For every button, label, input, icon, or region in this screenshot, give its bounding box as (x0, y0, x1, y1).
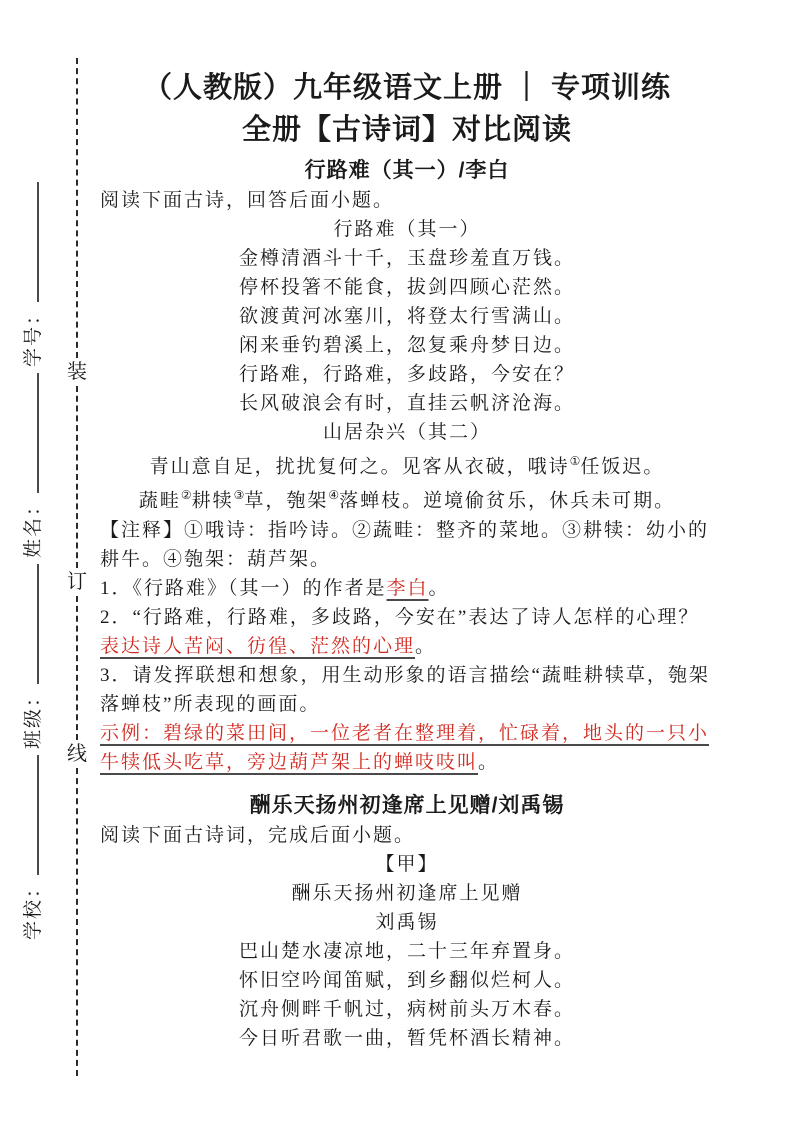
poem-line-text: 青山意自足，扰扰复何之。见客从衣破，哦诗 (149, 456, 570, 478)
student-field-school (18, 755, 45, 940)
note-ref-4: ④ (328, 488, 340, 503)
question-1 (100, 574, 714, 603)
page-subtitle: 全册【古诗词】对比阅读 (241, 114, 572, 146)
group-label-jia: 【甲】 (375, 853, 439, 875)
note-ref-1: ① (569, 454, 581, 468)
poem-line-text: 草，匏架 (244, 490, 329, 512)
section2-intro: 阅读下面古诗词，完成后面小题。 (100, 824, 416, 846)
section2-heading: 酬乐天扬州初逢席上见赠/刘禹锡 (249, 793, 565, 817)
student-number-field-blank (19, 182, 39, 302)
poem2-title: 山居杂兴（其二） (322, 422, 491, 443)
class-field-blank (19, 564, 39, 684)
worksheet-content (100, 70, 714, 1053)
question-1-text: 1．《行路难》（其一）的作者是 (100, 577, 387, 599)
section1-heading: 行路难（其一）/李白 (304, 159, 510, 182)
question-2: 2．“行路难，行路难，多歧路，今安在”表达了诗人怎样的心理？ (100, 606, 700, 628)
question-3-answer-line (100, 719, 714, 777)
question-3-answer: 示例：碧绿的菜田间，一位老者在整理着，忙碌着，地头的一只小牛犊低头吃草，旁边葫芦架上的蝉吱吱叫 (100, 722, 710, 773)
poem-line: 怀旧空吟闻笛赋，到乡翻似烂柯人。 (238, 969, 575, 991)
binding-char-zhuang: 装 (67, 361, 87, 383)
question-3: 3．请发挥联想和想象，用生动形象的语言描绘“蔬畦耕犊草，匏架落蝉枝”所表现的画面。 (100, 664, 710, 715)
note-ref-2: ② (180, 488, 192, 503)
poem-line (100, 481, 714, 515)
poem-notes: 【注释】①哦诗：指吟诗。②蔬畦：整齐的菜地。③耕犊：幼小的耕牛。④匏架：葫芦架。 (100, 519, 710, 570)
poem-line: 欲渡黄河冰塞川，将登太行雪满山。 (238, 306, 575, 327)
question-1-period: 。 (428, 577, 450, 599)
binding-dash-segment (76, 596, 78, 740)
binding-dash-segment (76, 386, 78, 568)
poem-line-text: 耕犊 (191, 490, 234, 512)
poem-line-text: 蔬畦 (138, 490, 181, 512)
poem-line (100, 447, 714, 481)
section1-intro: 阅读下面古诗，回答后面小题。 (100, 190, 395, 211)
school-field-blank (19, 755, 39, 875)
question-1-answer: 李白 (386, 577, 429, 599)
poem3-title: 酬乐天扬州初逢席上见赠 (291, 882, 523, 904)
question-2-period: 。 (415, 635, 437, 657)
poem-line: 停杯投箸不能食，拔剑四顾心茫然。 (238, 277, 575, 298)
student-info-strip (14, 170, 48, 950)
student-field-class (18, 564, 45, 749)
poem-line-text: 任饭迟。 (580, 456, 665, 478)
school-field-label: 学校： (22, 876, 44, 940)
question-2-answer: 表达诗人苦闷、彷徨、茫然的心理 (100, 635, 416, 657)
binding-dash-segment (76, 58, 78, 358)
binding-char-xian: 线 (67, 743, 87, 765)
question-2-answer-line (100, 632, 714, 661)
binding-char-ding: 订 (67, 571, 87, 593)
poem-line: 闲来垂钓碧溪上，忽复乘舟梦日边。 (238, 335, 575, 356)
class-field-label: 班级： (22, 685, 44, 749)
student-number-field-label: 学号： (22, 303, 44, 367)
note-ref-3: ③ (233, 488, 245, 503)
poem-line: 行路难，行路难，多歧路，今安在？ (238, 364, 575, 385)
student-field-name (18, 373, 45, 558)
poem-line: 金樽清酒斗十千，玉盘珍羞直万钱。 (238, 248, 575, 269)
question-3-period: 。 (478, 751, 500, 773)
binding-dash-segment (76, 768, 78, 1076)
name-field-label: 姓名： (22, 494, 44, 558)
poem3-author: 刘禹锡 (375, 911, 439, 933)
name-field-blank (19, 373, 39, 493)
poem-line-text: 落蝉枝。逆境偷贫乐，休兵未可期。 (339, 490, 676, 512)
poem1-title: 行路难（其一） (333, 219, 481, 240)
poem-line: 今日听君歌一曲，暂凭杯酒长精神。 (238, 1027, 575, 1049)
poem-line: 长风破浪会有时，直挂云帆济沧海。 (238, 393, 575, 414)
poem-line: 沉舟侧畔千帆过，病树前头万木春。 (238, 998, 575, 1020)
binding-line (64, 58, 90, 1076)
poem-line: 巴山楚水凄凉地，二十三年弃置身。 (238, 940, 575, 962)
student-field-number (18, 182, 45, 367)
page-title: （人教版）九年级语文上册 ｜ 专项训练 (142, 72, 672, 104)
